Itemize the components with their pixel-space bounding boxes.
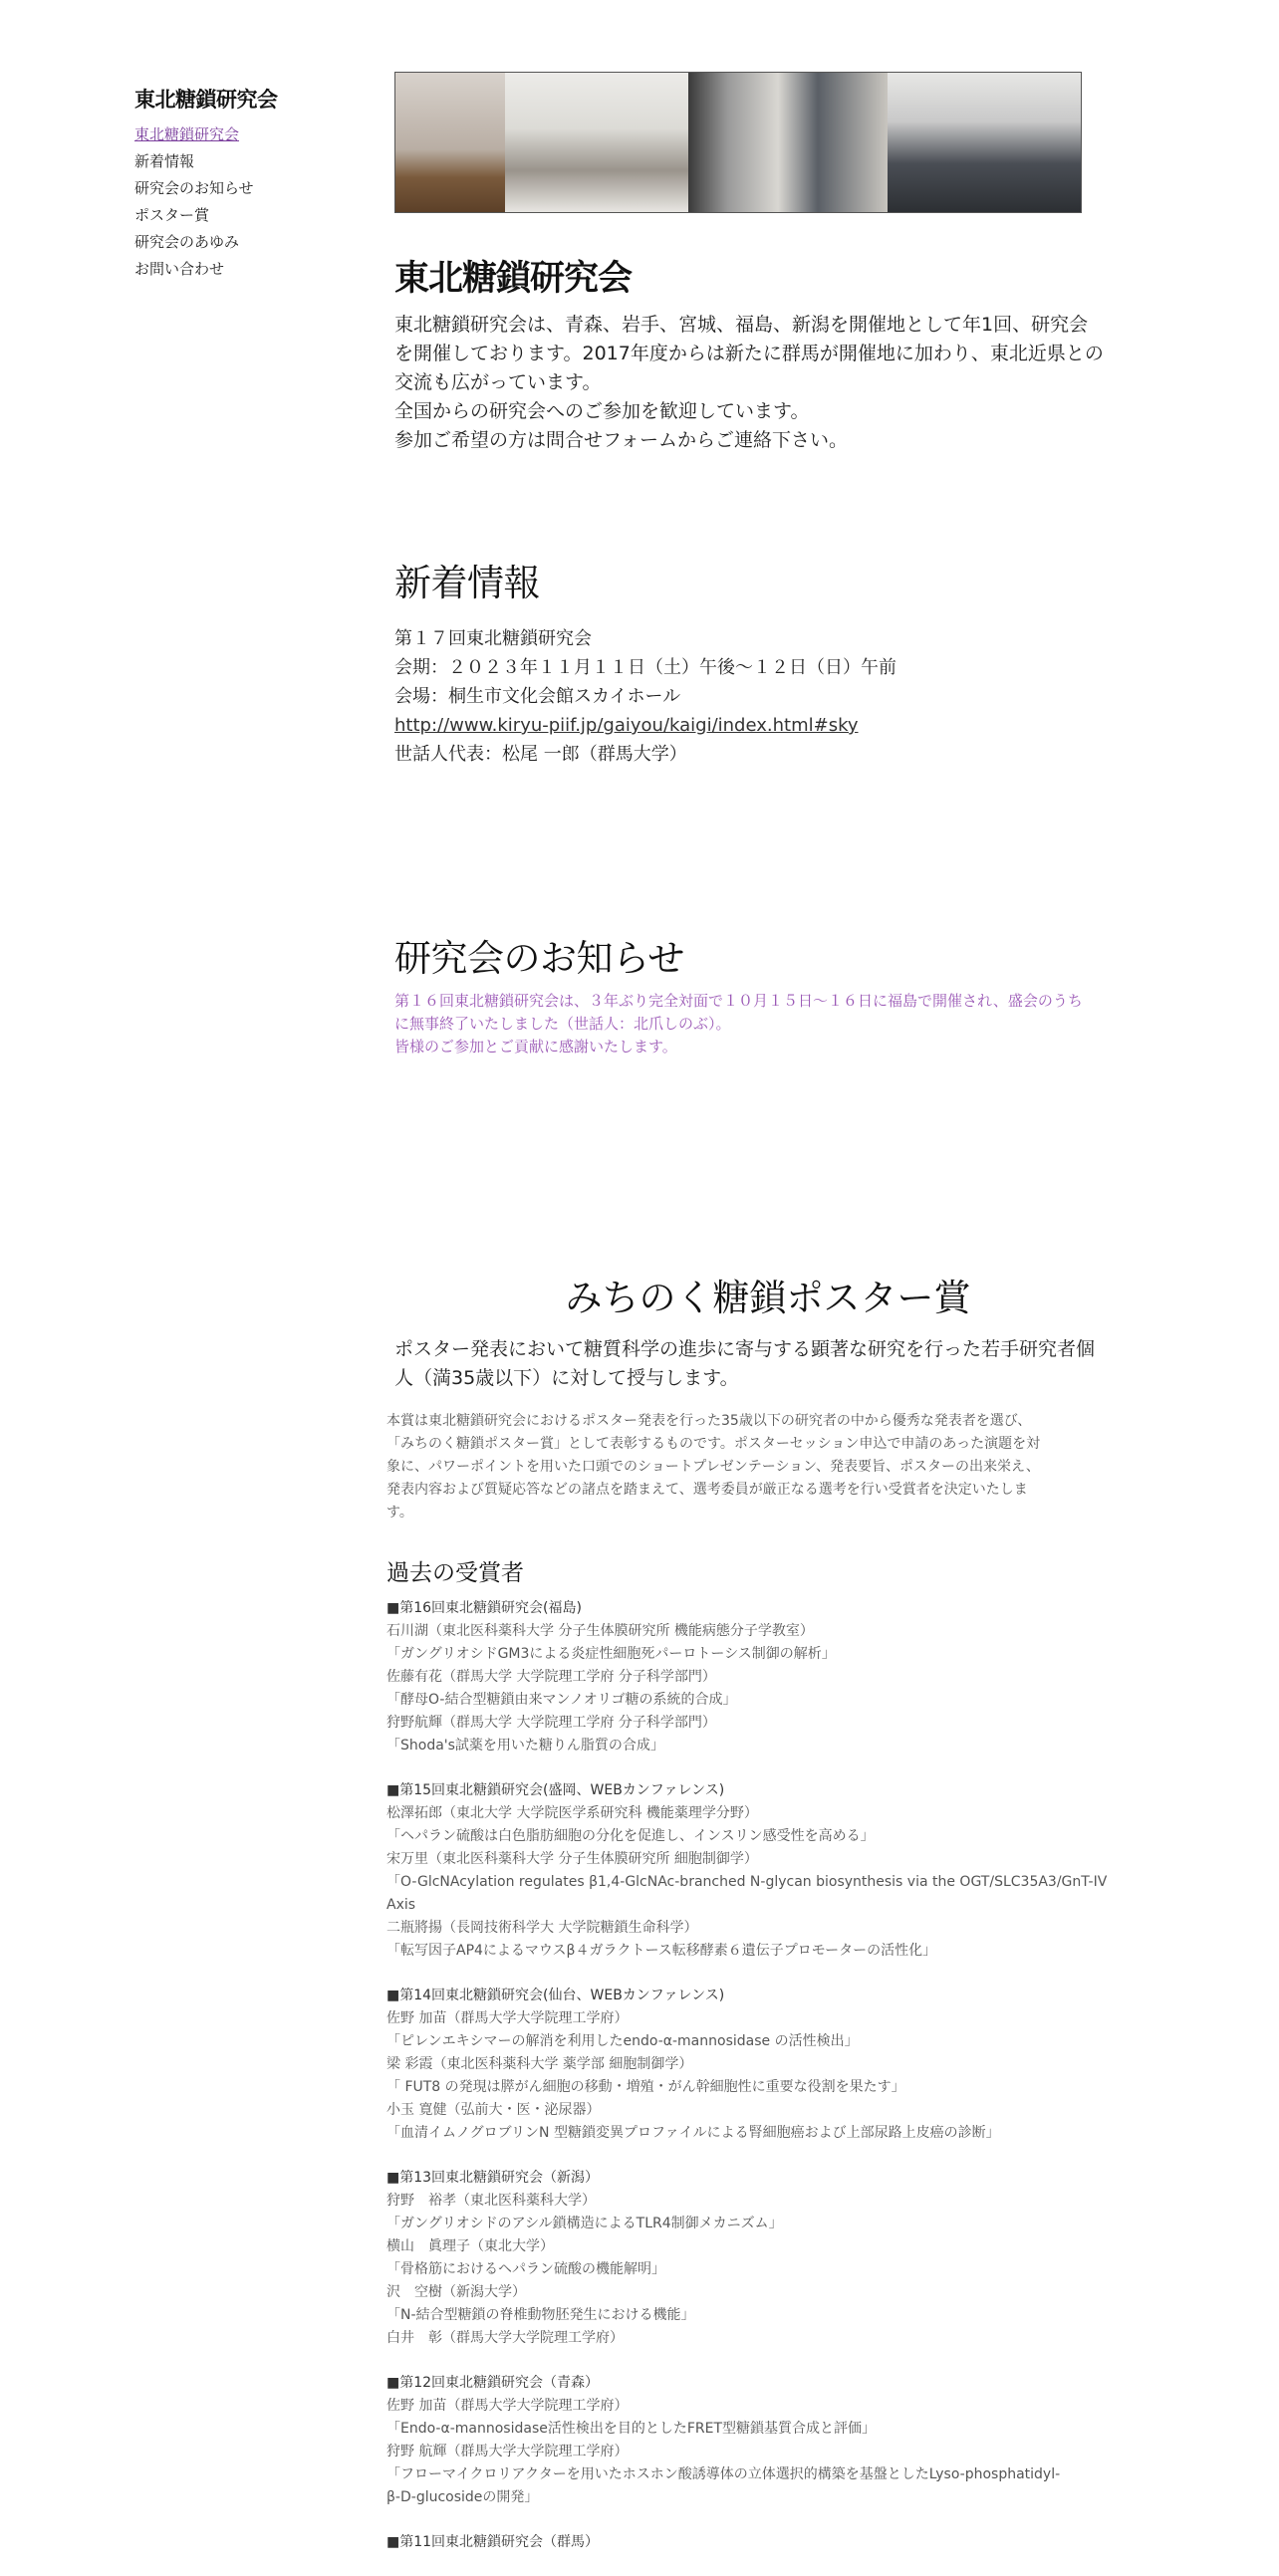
winner-line: 「酵母O-結合型糖鎖由来マンノオリゴ糖の系統的合成」 <box>386 1692 737 1708</box>
notice-title: 研究会のお知らせ <box>394 937 684 980</box>
winner-block <box>386 1597 1144 1757</box>
winner-block <box>386 1985 1144 2145</box>
winner-block <box>386 1779 1144 1963</box>
hero-photo-banner <box>394 72 1082 213</box>
award-desc-line: す。 <box>386 1505 413 1521</box>
winner-line: 「Endo-α-mannosidase活性検出を目的としたFRET型糖鎖基質合成と評価」 <box>386 2421 877 2437</box>
hero-photo-crowd <box>888 73 1081 212</box>
site-title[interactable]: 東北糖鎖研究会 <box>134 88 278 112</box>
hero-photo-poster <box>505 73 688 212</box>
news-meeting-name: 第１７回東北糖鎖研究会 <box>394 628 592 649</box>
award-desc-line: 象に、パワーポイントを用いた口頭でのショートプレゼンテーション、発表要旨、ポスターの出来栄え、 <box>386 1459 1040 1475</box>
hero-photo-discussion <box>688 73 887 212</box>
nav-menu <box>134 121 364 283</box>
news-body <box>394 624 1142 769</box>
winner-line: 「Shoda's試薬を用いた糖りん脂質の合成」 <box>386 1738 664 1754</box>
winner-line: 「ピレンエキシマーの解消を利用したendo-α-mannosidase の活性検出」 <box>386 2033 859 2049</box>
award-desc-line: 発表内容および質疑応答などの諸点を踏まえて、選考委員が厳正なる選考を行い受賞者を決定いたしま <box>386 1482 1028 1498</box>
winner-line: β-D-glucosideの開発」 <box>386 2489 539 2505</box>
winner-line: 「ガングリオシドのアシル鎖構造によるTLR4制御メカニズム」 <box>386 2216 783 2231</box>
intro-line: 参加ご希望の方は問合せフォームからご連絡下さい。 <box>394 429 849 451</box>
notice-body <box>394 990 1142 1058</box>
award-desc-line: 「みちのく糖鎖ポスター賞」として表彰するものです。ポスターセッション申込で申請のあった演題を対 <box>386 1436 1041 1452</box>
intro-line: を開催しております。2017年度からは新たに群馬が開催地に加わり、東北近県との <box>394 343 1104 364</box>
award-description <box>386 1410 1144 1524</box>
news-venue: 会場：桐生市文化会館スカイホール <box>394 686 681 707</box>
winner-line: 「骨格筋におけるヘパラン硫酸の機能解明」 <box>386 2261 665 2277</box>
past-winners-list <box>386 1597 1144 2554</box>
winner-line: 狩野航輝（群馬大学 大学院理工学府 分子科学部門） <box>386 1715 716 1731</box>
nav-item-news[interactable]: 新着情報 <box>134 152 195 170</box>
winner-line: 「血清イムノグロブリンN 型糖鎖変異プロファイルによる腎細胞癌および上部尿路上皮癌の診断」 <box>386 2125 1000 2141</box>
award-details <box>386 1410 1144 2576</box>
winner-line: 狩野 航輝（群馬大学大学院理工学府） <box>386 2444 629 2459</box>
news-title: 新着情報 <box>394 562 540 604</box>
winner-line: 沢 空樹（新潟大学） <box>386 2284 526 2300</box>
winner-line: 白井 彰（群馬大学大学院理工学府） <box>386 2330 624 2346</box>
winner-meeting-heading: ■第16回東北糖鎖研究会(福島) <box>386 1600 582 1616</box>
winner-line: 二瓶將揚（長岡技術科学大 大学院糖鎖生命科学） <box>386 1920 698 1936</box>
notice-line: 第１６回東北糖鎖研究会は、３年ぶり完全対面で１０月１５日〜１６日に福島で開催され、盛会のうち <box>394 992 1083 1010</box>
winner-line: 「フローマイクロリアクターを用いたホスホン酸誘導体の立体選択的構築を基盤としたLyso-phosphatidyl- <box>386 2466 1061 2482</box>
award-lead-line: 人（満35歳以下）に対して授与します。 <box>394 1367 739 1389</box>
award-title: みちのく糖鎖ポスター賞 <box>565 1277 971 1319</box>
nav-item-home[interactable]: 東北糖鎖研究会 <box>134 125 240 143</box>
intro-line: 交流も広がっています。 <box>394 371 602 393</box>
winner-block <box>386 2531 1144 2554</box>
winner-meeting-heading: ■第13回東北糖鎖研究会（新潟） <box>386 2170 600 2186</box>
award-lead <box>394 1335 1142 1393</box>
winner-meeting-heading: ■第15回東北糖鎖研究会(盛岡、WEBカンファレンス) <box>386 1782 725 1798</box>
winner-line: 梁 彩霞（東北医科薬科大学 薬学部 細胞制御学） <box>386 2056 693 2072</box>
winner-meeting-heading: ■第14回東北糖鎖研究会(仙台、WEBカンファレンス) <box>386 1988 725 2003</box>
intro-line: 東北糖鎖研究会は、青森、岩手、宮城、福島、新潟を開催地として年1回、研究会 <box>394 314 1089 336</box>
notice-line: 皆様のご参加とご貢献に感謝いたします。 <box>394 1038 677 1055</box>
nav-item-history[interactable]: 研究会のあゆみ <box>134 233 240 251</box>
winner-line: 狩野 裕孝（東北医科薬科大学） <box>386 2193 596 2209</box>
winner-meeting-heading: ■第12回東北糖鎖研究会（青森） <box>386 2375 600 2391</box>
winner-line: 松澤拓郎（東北大学 大学院医学系研究科 機能薬理学分野） <box>386 1805 758 1821</box>
winner-line: 「N-結合型糖鎖の脊椎動物胚発生における機能」 <box>386 2307 695 2323</box>
winner-block <box>386 2167 1144 2350</box>
winner-line: Axis <box>386 1897 416 1913</box>
winner-line: 「 FUT8 の発現は膵がん細胞の移動・増殖・がん幹細胞性に重要な役割を果たす」 <box>386 2079 905 2095</box>
nav-item-contact[interactable]: お問い合わせ <box>134 260 225 278</box>
hero-photo-speaker <box>395 73 505 212</box>
past-winners-heading: 過去の受賞者 <box>386 1560 524 1586</box>
winner-line: 佐野 加苗（群馬大学大学院理工学府） <box>386 2010 629 2026</box>
nav-item-poster-award[interactable]: ポスター賞 <box>134 206 210 224</box>
winner-line: 横山 眞理子（東北大学） <box>386 2238 554 2254</box>
news-venue-link[interactable]: http://www.kiryu-piif.jp/gaiyou/kaigi/index.html#sky <box>394 715 859 736</box>
winner-line: 石川湖（東北医科薬科大学 分子生体膜研究所 機能病態分子学教室） <box>386 1623 814 1639</box>
winner-line: 「転写因子AP4によるマウスβ４ガラクトース転移酵素６遺伝子プロモーターの活性化」 <box>386 1943 937 1959</box>
notice-line: に無事終了いたしました（世話人：北爪しのぶ）。 <box>394 1015 731 1033</box>
winner-line: 佐野 加苗（群馬大学大学院理工学府） <box>386 2398 629 2414</box>
winner-line: 佐藤有花（群馬大学 大学院理工学府 分子科学部門） <box>386 1669 716 1685</box>
winner-block <box>386 2372 1144 2509</box>
winner-meeting-heading: ■第11回東北糖鎖研究会（群馬） <box>386 2534 600 2550</box>
sidebar <box>134 84 364 283</box>
intro-text <box>394 311 1142 455</box>
news-organizer: 世話人代表：松尾 一郎（群馬大学） <box>394 744 687 765</box>
intro-line: 全国からの研究会へのご参加を歓迎しています。 <box>394 400 810 422</box>
intro-title: 東北糖鎖研究会 <box>394 259 633 299</box>
nav-item-notice[interactable]: 研究会のお知らせ <box>134 179 254 197</box>
winner-line: 小玉 寛健（弘前大・医・泌尿器） <box>386 2102 601 2118</box>
winner-line: 「ガングリオシドGM3による炎症性細胞死パーロトーシス制御の解析」 <box>386 1646 836 1662</box>
main-content <box>394 72 1142 1393</box>
winner-line: 宋万里（東北医科薬科大学 分子生体膜研究所 細胞制御学） <box>386 1851 758 1867</box>
winner-line: 「O-GlcNAcylation regulates β1,4-GlcNAc-branched N-glycan biosynthesis via the OGT/SLC35A3/GnT-IV <box>386 1874 1108 1890</box>
winner-line: 「ヘパラン硫酸は白色脂肪細胞の分化を促進し、インスリン感受性を高める」 <box>386 1828 875 1844</box>
award-desc-line: 本賞は東北糖鎖研究会におけるポスター発表を行った35歳以下の研究者の中から優秀な発表者を選び、 <box>386 1413 1032 1429</box>
award-lead-line: ポスター発表において糖質科学の進歩に寄与する顕著な研究を行った若手研究者個 <box>394 1338 1096 1360</box>
news-dates: 会期：２０２３年１１月１１日（土）午後〜１２日（日）午前 <box>394 657 896 678</box>
